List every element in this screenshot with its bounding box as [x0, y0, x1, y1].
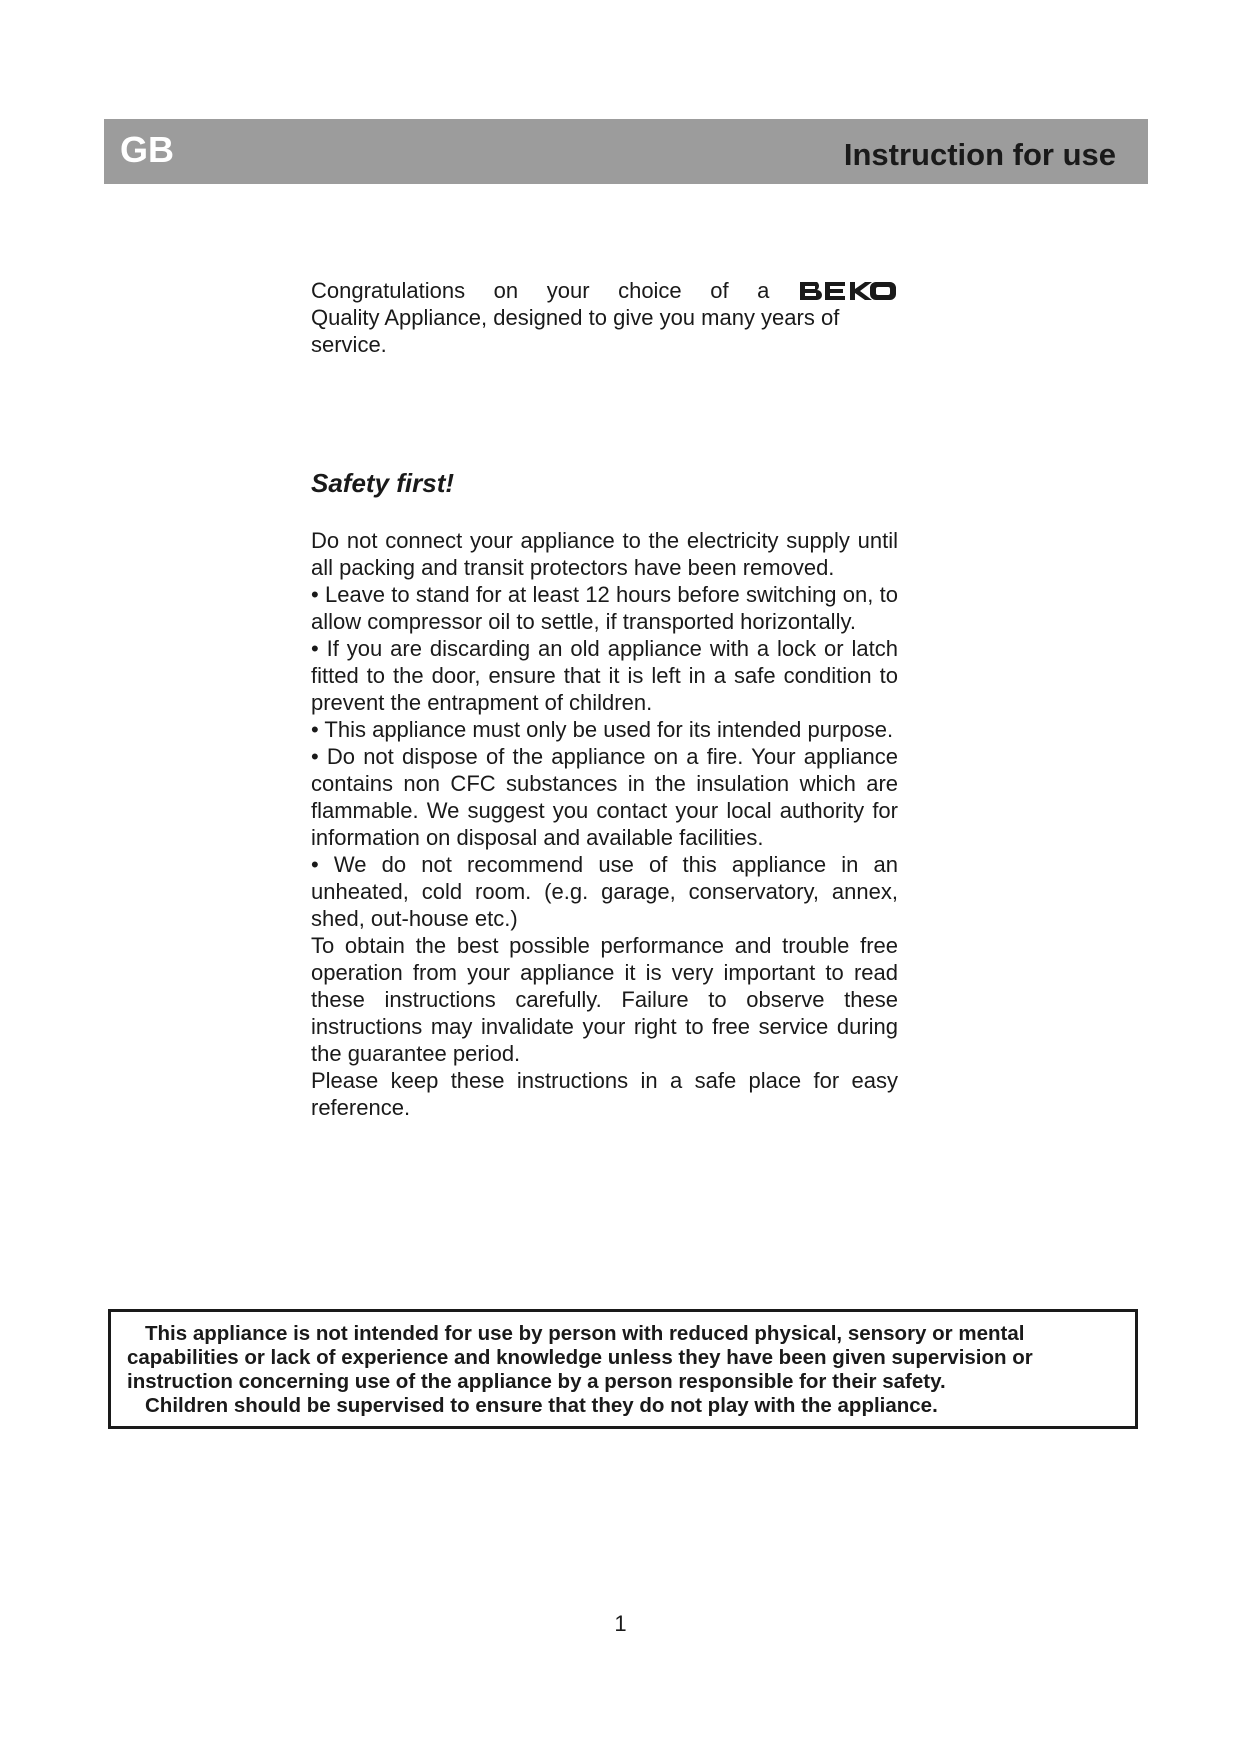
safety-body: [311, 527, 898, 1121]
intro-line-1: [311, 277, 898, 304]
intro-word: choice: [618, 278, 682, 303]
notice-paragraph: This appliance is not intended for use by person with reduced physical, sensory or mental capabilities or lack of experience and knowledge unless they have been given supervision or instruction concerning use of the appliance by a person responsible for their safety.: [127, 1322, 1033, 1393]
safety-bullet: • Leave to stand for at least 12 hours before switching on, to allow compressor oil to settle, if transported horizontally.: [311, 582, 898, 634]
safety-bullet: • Do not dispose of the appliance on a fire. Your appliance contains non CFC substances in the insulation which are flammable. We suggest you contact your local authority for information on disposal and available facilities.: [311, 744, 898, 850]
safety-bullet: • This appliance must only be used for its intended purpose.: [311, 717, 894, 742]
safety-paragraph: To obtain the best possible performance and trouble free operation from your appliance it is very important to read these instructions carefully. Failure to observe these instructions may invalidate your right to free service during the guarantee period.: [311, 933, 898, 1066]
safety-paragraph: Do not connect your appliance to the electricity supply until all packing and transit protectors have been removed.: [311, 528, 898, 580]
notice-box: [108, 1309, 1138, 1429]
safety-heading: Safety first!: [311, 468, 455, 498]
safety-paragraph: Please keep these instructions in a safe place for easy reference.: [311, 1068, 898, 1120]
intro-word: a: [757, 278, 770, 303]
intro-paragraph: [311, 277, 898, 358]
page-number: 1: [614, 1611, 627, 1636]
intro-word: on: [493, 278, 519, 303]
safety-bullet: • We do not recommend use of this appliance in an unheated, cold room. (e.g. garage, conservatory, annex, shed, out-house etc.): [311, 852, 898, 931]
notice-paragraph: Children should be supervised to ensure that they do not play with the appliance.: [145, 1394, 938, 1417]
intro-line-2: Quality Appliance, designed to give you many years of: [311, 305, 840, 330]
intro-word: Congratulations: [311, 278, 466, 303]
safety-bullet: • If you are discarding an old appliance with a lock or latch fitted to the door, ensure that it is left in a safe condition to prevent the entrapment of children.: [311, 636, 898, 715]
intro-word: of: [710, 278, 729, 303]
beko-logo: [798, 280, 898, 302]
intro-line-3: service.: [311, 332, 387, 357]
header-bar: [104, 119, 1148, 184]
intro-word: your: [546, 278, 590, 303]
document-title: Instruction for use: [843, 137, 1116, 172]
language-code: GB: [120, 129, 174, 170]
